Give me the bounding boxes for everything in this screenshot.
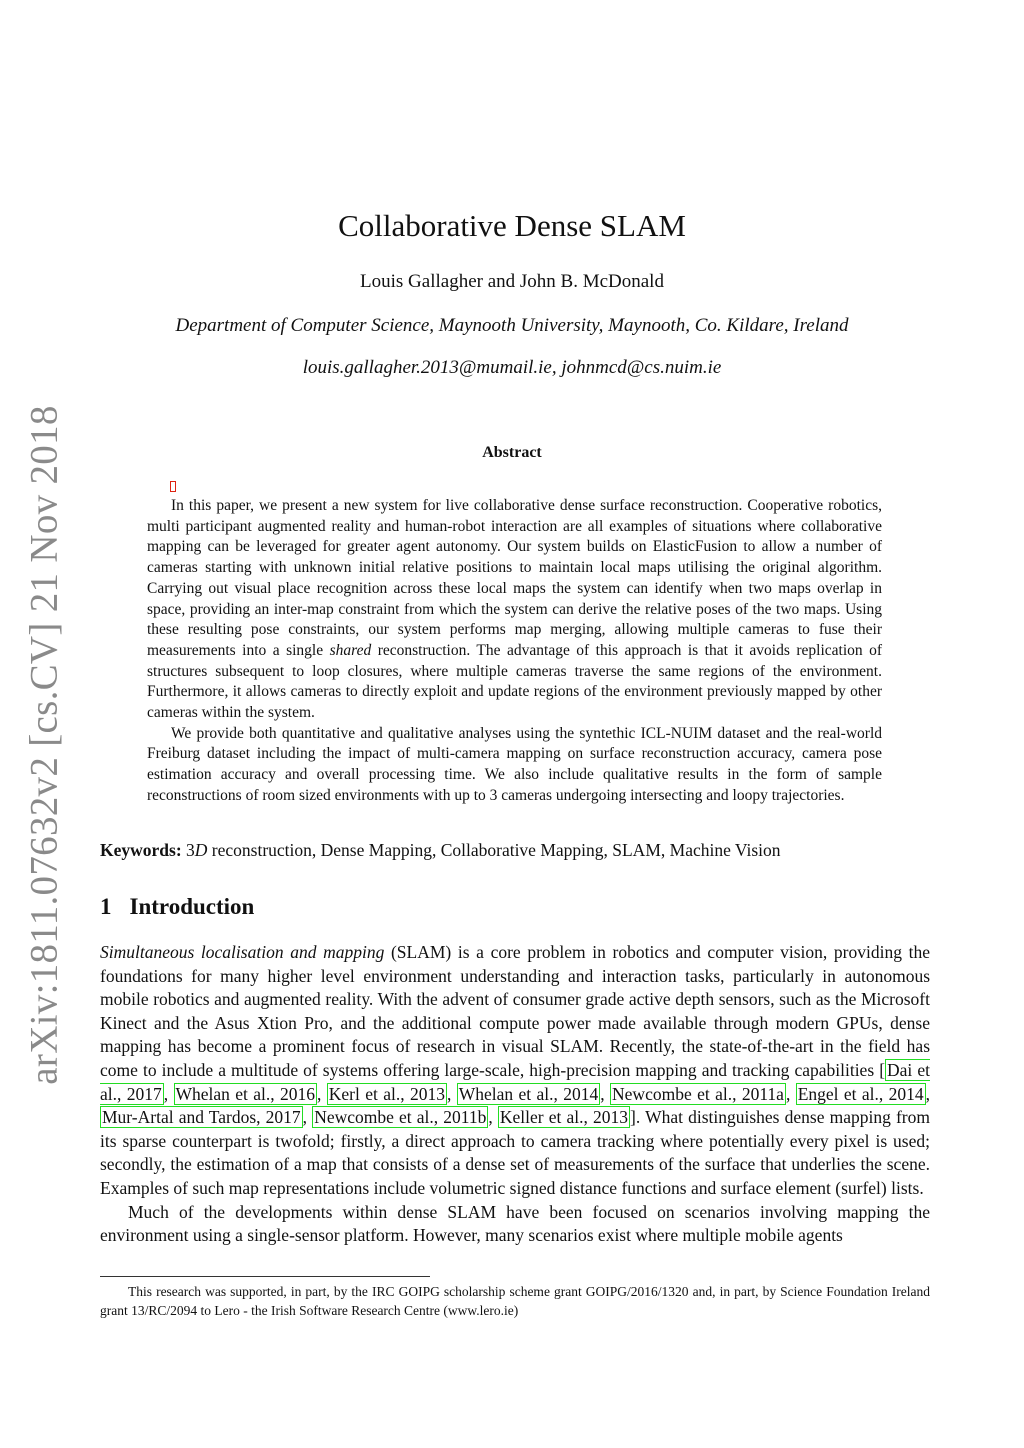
keywords-label: Keywords:	[100, 840, 182, 860]
abstract-body	[147, 496, 882, 807]
abstract-paragraph-1	[147, 496, 882, 724]
citation-link[interactable]: Newcombe et al., 2011b	[314, 1107, 487, 1128]
intro-text: ]. What distinguishes dense mapping from its sparse counterpart is twofold; firstly, a direct approach to camera tracking where potentially every pixel is used; secondly, the estimation of a map that consists of a dense set of measurements of the surface that underlies the scene. Examples of such map representations include volumetric signed distance functions and surface element (surfel) lists.	[100, 1107, 930, 1198]
keywords-d: D	[194, 840, 208, 860]
citation-link[interactable]: Whelan et al., 2016	[175, 1083, 316, 1104]
intro-emphasis: Simultaneous localisation and mapping	[100, 942, 385, 962]
abstract-heading: Abstract	[482, 444, 542, 461]
citation-link[interactable]: Keller et al., 2013	[499, 1107, 629, 1128]
author-emails[interactable]: louis.gallagher.2013@mumail.ie, johnmcd@cs.nuim.ie	[302, 357, 722, 378]
introduction-body	[100, 941, 930, 1248]
affiliation: Department of Computer Science, Maynooth University, Maynooth, Co. Kildare, Ireland	[175, 315, 849, 336]
footnote	[100, 1282, 930, 1320]
section-heading	[100, 894, 254, 920]
paper-title: Collaborative Dense SLAM	[338, 208, 686, 243]
citation-link[interactable]: Dai et al., 2017	[100, 1059, 930, 1104]
abstract-text: reconstruction. The advantage of this approach is that it avoids replication of structures subsequent to loop closures, where multiple cameras traverse the same regions of the environment. Furthermore, it allows cameras to directly exploit and update regions of the environment previously mapped by other cameras within the system.	[147, 641, 883, 722]
keywords-list: reconstruction, Dense Mapping, Collaborative Mapping, SLAM, Machine Vision	[207, 840, 781, 860]
section-title: Introduction	[129, 894, 255, 919]
annotation-marker	[170, 481, 176, 492]
citation-link[interactable]: Mur-Artal and Tardos, 2017	[102, 1107, 301, 1128]
citation-link[interactable]: Whelan et al., 2014	[458, 1083, 599, 1104]
abstract-paragraph-2: We provide both quantitative and qualitative analyses using the syntethic ICL-NUIM dataset and the real-world Freiburg dataset including the impact of multi-camera mapping on surface reconstruction accuracy, camera pose estimation accuracy and overall processing time. We also include qualitative results in the form of sample reconstructions of room sized environments with up to 3 cameras undergoing intersecting and loopy trajectories.	[147, 724, 882, 804]
intro-paragraph-1: Simultaneous localisation and mapping (SLAM) is a core problem in robotics and computer vision, providing the foundations for many higher level environment understanding and interaction tasks, particularly in autonomous mobile robotics and augmented reality. With the advent of consumer grade active depth sensors, such as the Microsoft Kinect and the Asus Xtion Pro, and the additional compute power made available through modern GPUs, dense mapping has become a prominent focus of research in visual SLAM. Recently, the state-of-the-art in the field has come to include a multitude of systems offering large-scale, high-precision mapping and tracking capabilities [ Dai et al., 2017 , Whelan et al., 2016 , Kerl et al., 2013 , Whelan et al., 2014 , Newcombe et al., 2011a , Engel et al., 2014 , Mur-Artal and Tardos, 2017 , Newcombe et al., 2011b , Keller et al., 2013 ]. What distinguishes dense mapping from its sparse counterpart is twofold; firstly, a direct approach to camera tracking where potentially every pixel is used; secondly, the estimation of a map that consists of a dense set of measurements of the surface that underlies the scene. Examples of such map representations include volumetric signed distance functions and surface element (surfel) lists.	[100, 942, 931, 1198]
abstract-text: In this paper, we present a new system for live collaborative dense surface reconstruction. Cooperative robotics, multi participant augmented reality and human-robot interaction are all examples of situations where collaborative mapping can be leveraged for greater agent autonomy. Our system builds on ElasticFusion to allow a number of cameras starting with unknown initial relative positions to maintain local maps utilising the original algorithm. Carrying out visual place recognition across these local maps the system can identify when two maps overlap in space, providing an inter-map constraint from which the system can derive the relative poses of the two maps. Using these resulting pose constraints, our system performs map merging, allowing multiple cameras to fuse their measurements into a single	[147, 497, 882, 659]
citation-link[interactable]: Kerl et al., 2013	[328, 1083, 445, 1104]
citation-link[interactable]: Engel et al., 2014	[797, 1083, 924, 1104]
intro-paragraph-2: Much of the developments within dense SLAM have been focused on scenarios involving mapping the environment using a single-sensor platform. However, many scenarios exist where multiple mobile agents	[100, 1201, 930, 1246]
footnote-rule	[100, 1276, 430, 1277]
keywords-num: 3	[186, 840, 195, 860]
section-number: 1	[100, 894, 112, 919]
abstract-emphasis: shared	[329, 641, 372, 659]
authors: Louis Gallagher and John B. McDonald	[360, 271, 664, 292]
footnote-text: This research was supported, in part, by the IRC GOIPG scholarship scheme grant GOIPG/2016/1320 and, in part, by Science Foundation Ireland grant 13/RC/2094 to Lero - the Irish Software Research Centre (www.lero.ie)	[100, 1284, 930, 1318]
arxiv-identifier: arXiv:1811.07632v2 [cs.CV] 21 Nov 2018	[22, 405, 66, 1085]
intro-text: (SLAM) is a core problem in robotics and computer vision, providing the foundations for many higher level environment understanding and interaction tasks, particularly in autonomous mobile robotics and augmented reality. With the advent of consumer grade active depth sensors, such as the Microsoft Kinect and the Asus Xtion Pro, and the additional compute power made available through modern GPUs, dense mapping has become a prominent focus of research in visual SLAM. Recently, the state-of-the-art in the field has come to include a multitude of systems offering large-scale, high-precision mapping and tracking capabilities [	[100, 942, 930, 1080]
keywords	[100, 840, 781, 861]
citation-link[interactable]: Newcombe et al., 2011a	[612, 1083, 784, 1104]
